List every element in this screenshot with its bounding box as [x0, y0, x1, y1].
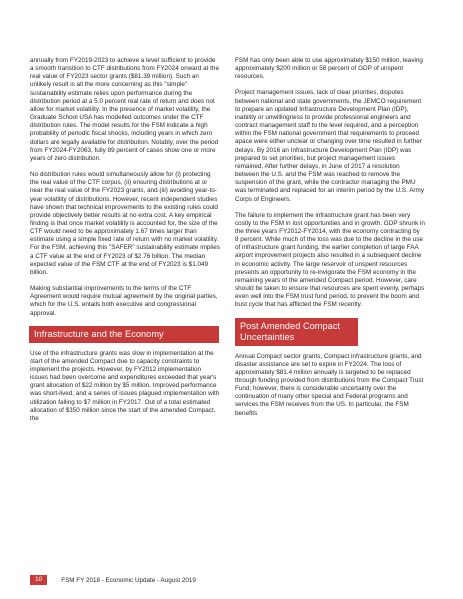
- right-column: [235, 57, 425, 418]
- paragraph: Annual Compact sector grants, Compact infrastructure grants, and disaster assistance are set to expire in FY2024. The loss of approximately $81.4 million annually is targeted to be replaced through funding provided from distributions from the Compact Trust Fund; however, there is considerable uncertainty over the continuation of many other special and Federal programs and services the FSM receives from the US. In particular, the FSM benefits: [235, 352, 424, 417]
- left-column: [30, 57, 220, 423]
- footer-title: FSM FY 2018 - Economic Update - August 2019: [61, 576, 196, 584]
- paragraph: Project management issues, lack of clear priorities, disputes between national and state governments, the JEMCO requirement to prepare an updated Infrastructure Development Plan (IDP), inability or unwillingness to provide professional engineers and contract management staff to the level required, and a perception within the FSM national government that requirements to proceed apace were either unclear or changing over time resulted in further delays. By 2016 an Infrastructure Development Plan (IDP) was prepared to set priorities, but project management issues remained. After further delays, in June of 2017 a resolution between the U.S. and the FSM was reached to remove the suspension of the grant, while the contractor managing the PMU was terminated and replaced for an interim period by the U.S. Army Corps of Engineers.: [235, 89, 424, 203]
- paragraph: The failure to implement the infrastructure grant has been very costly to the FSM in lost opportunities and in growth. GDP shrunk in the three years FY2012-FY2014, with the economy contracting by 8 percent. While much of the loss was due to the decline in the use of infrastructure grant funding, the earlier completion of large FAA airport improvement projects also resulted in a subsequent decline in economic activity. The large reservoir of unspent resources presents an opportunity to re-invigorate the FSM economy in the remaining years of the amended Compact period. However, care should be taken to ensure that resources are spent evenly, perhaps even well into the FSM trust fund period, to prevent the boom and bust cycle that has afflicted the FSM recently.: [235, 211, 425, 309]
- paragraph: Use of the infrastructure grants was slow in implementation at the start of the amended Compact due to capacity constraints to implement the projects. However, by FY2012 implementation issues had been overcome and expenditures exceeded that year's grant allocation of $22 million by $5 million. Improved performance was short-lived, and a series of issues plagued implementation with utilization falling to $7 million in FY2017. Out of a total estimated allocation of $350 million since the start of the amended Compact, the: [30, 349, 220, 422]
- page-footer: [30, 575, 196, 585]
- paragraph: No distribution rules would simultaneously allow for (i) protecting the real value of the CTF corpus, (ii) ensuring distributions at or near the real value of the FY2023 grants, and (iii) avoiding year-to-year volatility of distributions. However, recent independent studies have shown that technical improvements to the existing rules could provide objectively better results at no extra cost. A key empirical finding is that once market volatility is accounted for, the size of the CTF would need to be approximately 1.67 times larger than estimate using a simple fixed rate of return with no market volatility. For the FSM, achieving this "SAFER" sustainability estimate implies a CTF value at the end of FY2023 of $2.76 billion. The median expected value of the FSM CTF at the end of FY2023 is $1.049 billion.: [30, 171, 220, 276]
- section-heading-post-compact: Post Amended Compact Uncertainties: [235, 318, 358, 346]
- paragraph: FSM has only been able to use approximately $150 million, leaving approximately $200 million or 58 percent of GDP of unspent resources.: [235, 57, 423, 81]
- page-number-badge: 10: [30, 575, 47, 585]
- paragraph: Making substantial improvements to the terms of the CTF Agreement would require mutual agreement by the original parties, which for the U.S. entails both executive and congressional approval.: [30, 285, 218, 317]
- paragraph: annually from FY2019-2023 to achieve a level sufficient to provide a smooth transition to CTF distributions from FY2024 onward at the real value of FY2023 sector grants ($81.39 million). Such an unlikely result is all the more concerning as this "simple" sustainability estimate relies upon performance during the distribution period at a 5.0 percent real rate of return and does not allow for market volatility. In the presence of market volatility, the Graduate School USA has modelled outcomes under the CTF distribution rules. The model results for the FSM indicate a high probability of periodic fiscal shocks, including years in which zero dollars are legally available for distribution. Notably, over the period from FY2024-FY2063, fully 89 percent of cases show one or more years of zero distribution.: [30, 57, 219, 162]
- section-heading-infrastructure: Infrastructure and the Economy: [29, 326, 219, 343]
